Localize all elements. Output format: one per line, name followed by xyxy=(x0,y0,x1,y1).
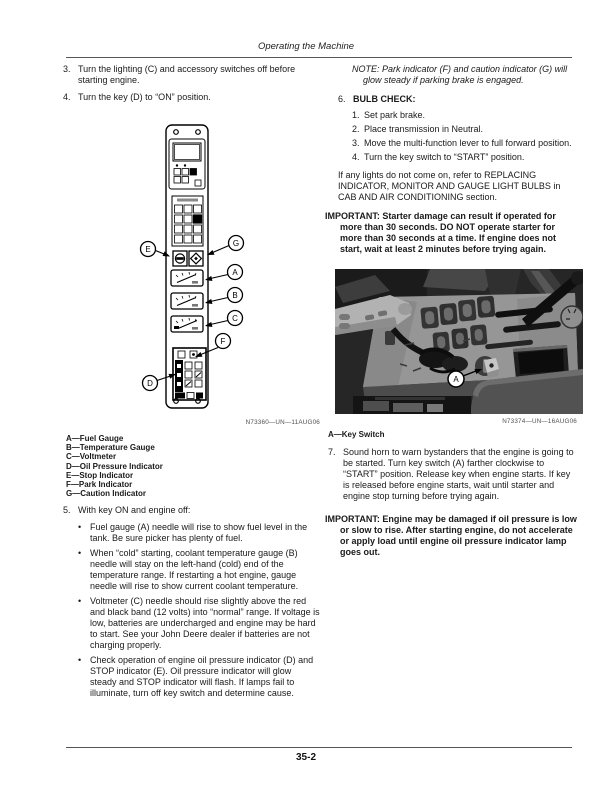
step-7 xyxy=(328,447,577,502)
note-paragraph: NOTE: Park indicator (F) and caution indicator (G) will glow steady if parking brake is engaged. xyxy=(352,64,568,85)
callout-G xyxy=(229,236,244,251)
left-column xyxy=(63,64,320,699)
svg-text:C: C xyxy=(232,314,238,323)
callout-C xyxy=(228,311,243,326)
svg-text:F: F xyxy=(220,337,226,346)
step-4 xyxy=(63,92,320,103)
callout-A xyxy=(228,265,243,280)
bullet-oil-pressure: • Check operation of engine oil pressure indicator (D) and STOP indicator (E). Oil pressure indicator will glow steady and STOP indicator will flash. If lamps fail to illuminate, turn off key switch and determine cause. xyxy=(78,655,314,699)
substep-1: 1. Set park brake. xyxy=(352,110,426,120)
legend-item-d: D—Oil Pressure Indicator xyxy=(66,461,163,471)
right-column xyxy=(325,64,577,558)
callout-B xyxy=(228,288,243,303)
legend-item-a: A—Fuel Gauge xyxy=(66,434,124,443)
svg-text:E: E xyxy=(145,245,151,254)
step-6 xyxy=(338,94,577,105)
figure-legend xyxy=(66,434,320,498)
step-5 xyxy=(63,505,320,516)
step-6-number: 6. xyxy=(338,94,346,104)
figure-caption: N73360—UN—11AUG06 xyxy=(245,419,320,426)
bullet-voltmeter: • Voltmeter (C) needle should rise slightly above the red and black band (12 volts) into “normal” range. If voltage is low, batteries are undercharged and engine may be hard to start. See your John Deere dealer if batteries are not charging properly. xyxy=(78,596,320,651)
callout-D xyxy=(143,376,158,391)
lights-paragraph: If any lights do not come on, refer to REPLACING INDICATOR, MONITOR AND GAUGE LIGHT BULBS in CAB AND AIR CONDITIONING section. xyxy=(338,170,561,202)
right-dial xyxy=(561,306,583,328)
footer-rule xyxy=(66,747,572,748)
legend-item-b: B—Temperature Gauge xyxy=(66,443,155,453)
bullet-fuel-gauge: • Fuel gauge (A) needle will rise to show fuel level in the tank. Be sure picker has plenty of fuel. xyxy=(78,522,308,544)
svg-text:D: D xyxy=(147,379,153,388)
bullet-marker: • xyxy=(78,596,82,607)
svg-text:G: G xyxy=(232,239,240,248)
photo-legend: A—Key Switch xyxy=(328,430,385,439)
substep-4: 4. Turn the key switch to “START” position. xyxy=(352,152,525,162)
legend-item-f: F—Park Indicator xyxy=(66,480,133,490)
bullet-marker: • xyxy=(78,548,82,559)
step-7-text: Sound horn to warn bystanders that the engine is going to be started. Turn key switch (A) farther clockwise to “START” position. Release key when engine starts. If key is released before engine starts, wait until starter and engine stop turning before trying again. xyxy=(343,447,574,501)
svg-text:B: B xyxy=(232,291,238,300)
step-4-number: 4. xyxy=(63,92,71,102)
page-number: 35-2 xyxy=(295,752,316,763)
substep-3: 3. Move the multi-function lever to full forward position. xyxy=(352,138,572,148)
legend-item-g: G—Caution Indicator xyxy=(66,489,146,499)
step-6-label: BULB CHECK: xyxy=(353,94,416,104)
substep-2: 2. Place transmission in Neutral. xyxy=(352,124,484,134)
step-3-number: 3. xyxy=(63,64,71,74)
step-3 xyxy=(63,64,320,86)
bullet-marker: • xyxy=(78,655,82,666)
key-switch-photo xyxy=(335,269,583,414)
key-switch-photo-image xyxy=(335,269,583,414)
callout-E xyxy=(141,242,156,257)
page-header-title: Operating the Machine xyxy=(257,41,355,52)
legend-item-e: E—Stop Indicator xyxy=(66,470,134,480)
legend-item-c: C—Voltmeter xyxy=(66,452,117,462)
important-starter-warning: IMPORTANT: Starter damage can result if operated for more than 30 seconds. DO NOT operate starter for more than 30 seconds at a time. If engine does not start, wait at least 2 minutes before trying again. xyxy=(325,211,557,254)
instrument-panel-drawing xyxy=(121,110,321,432)
step-7-number: 7. xyxy=(328,447,336,457)
bullet-temperature-gauge: • When “cold” starting, coolant temperature gauge (B) needle will stay on the left-hand (cold) end of the temperature range. If restarting a hot engine, gauge needle will rise to show current coolant temperature. xyxy=(78,548,299,592)
console-underside xyxy=(353,396,471,414)
important-oil-pressure-warning: IMPORTANT: Engine may be damaged if oil pressure is low or slow to rise. After starting engine, do not accelerate or apply load until engine oil pressure indicator lamp goes out. xyxy=(325,514,577,557)
instrument-panel-figure xyxy=(63,110,320,432)
step-3-text: Turn the lighting (C) and accessory switches off before starting engine. xyxy=(78,64,296,85)
svg-text:A: A xyxy=(453,375,459,384)
bullet-marker: • xyxy=(78,522,82,533)
step-4-text: Turn the key (D) to “ON” position. xyxy=(78,92,211,102)
step-5-text: With key ON and engine off: xyxy=(78,505,191,516)
photo-caption: N73374—UN—16AUG06 xyxy=(502,418,577,425)
step-5-number: 5. xyxy=(63,505,71,516)
header-rule xyxy=(66,57,572,58)
svg-text:A: A xyxy=(232,268,238,277)
callout-F xyxy=(216,334,231,349)
